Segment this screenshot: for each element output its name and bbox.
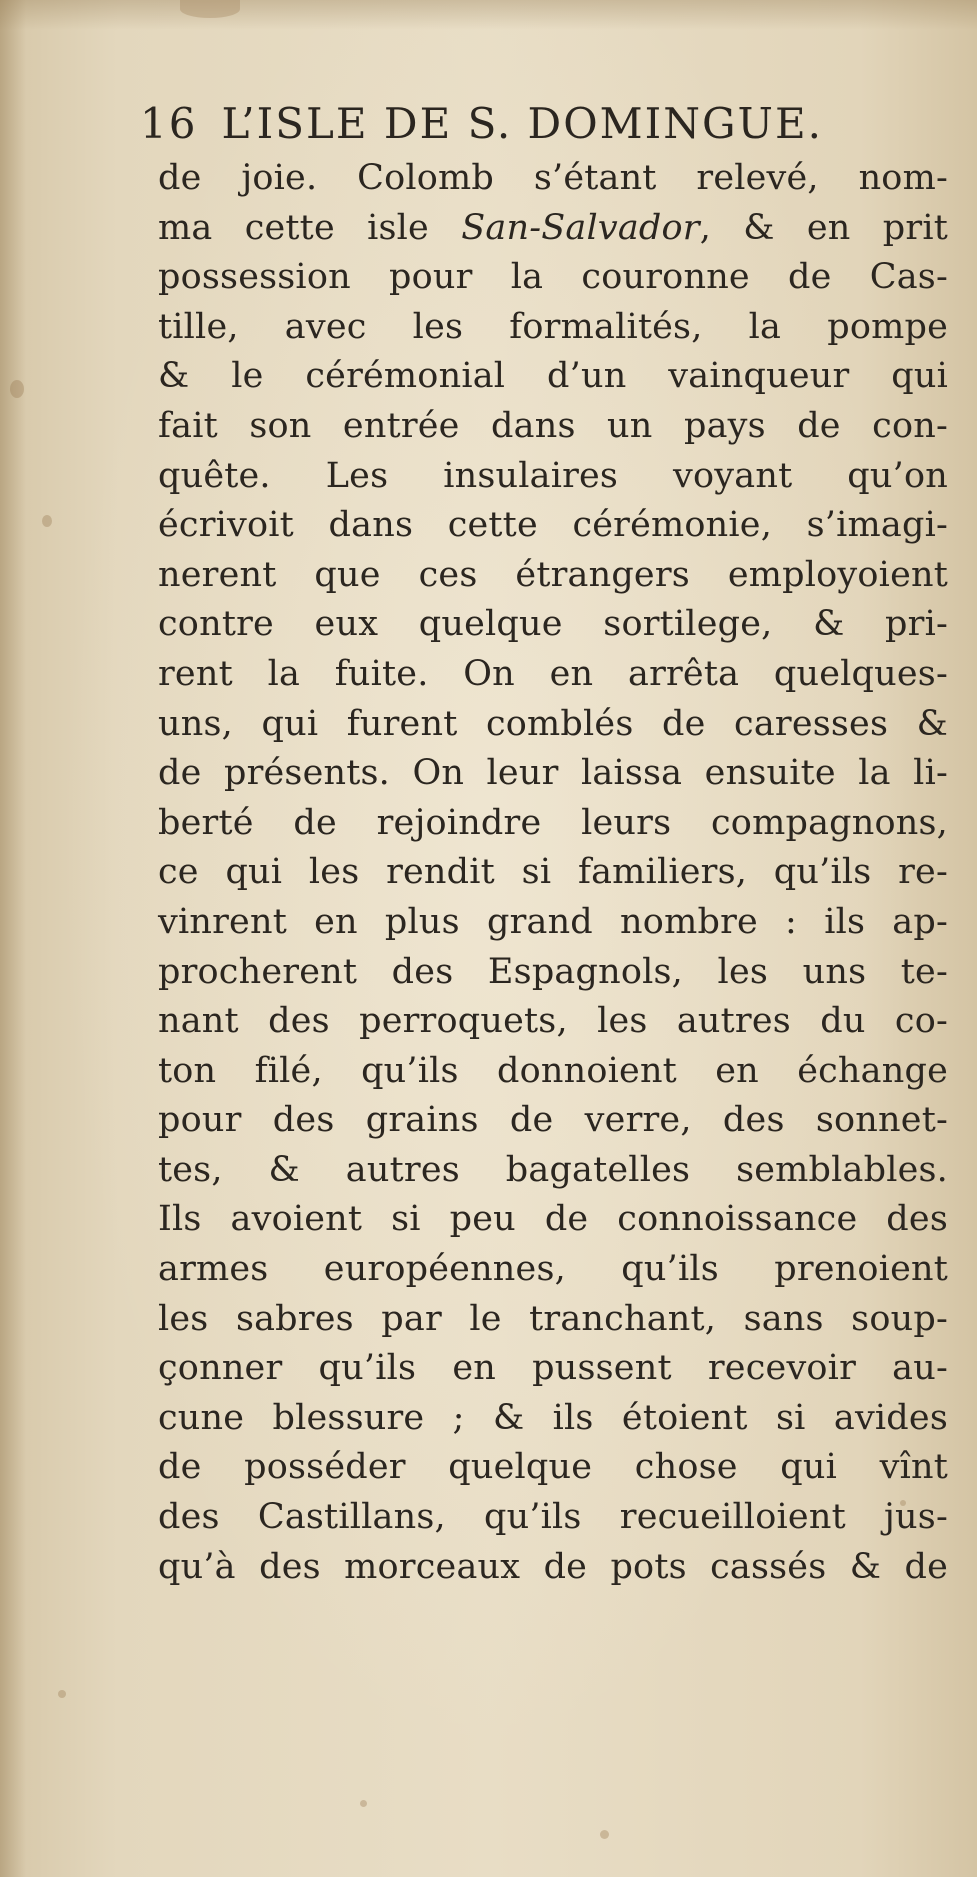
- text-line: berté de rejoindre leurs compagnons,: [158, 802, 948, 843]
- running-title: L’ISLE DE S. DOMINGUE.: [221, 99, 823, 148]
- foxing-spot: [58, 1690, 66, 1698]
- text-line: fait son entrée dans un pays de con-: [158, 405, 948, 446]
- text-line: pour des grains de verre, des sonnet-: [158, 1100, 948, 1141]
- foxing-spot: [600, 1830, 609, 1839]
- text-line: uns, qui furent comblés de caresses &: [158, 703, 948, 744]
- text-line: nant des perroquets, les autres du co-: [158, 1001, 948, 1042]
- text-line: çonner qu’ils en pussent recevoir au-: [158, 1348, 948, 1389]
- text-line: qu’à des morceaux de pots cassés & de: [158, 1546, 948, 1587]
- text-line: ce qui les rendit si familiers, qu’ils re-: [158, 852, 948, 893]
- text-line: armes européennes, qu’ils prenoient: [158, 1249, 948, 1290]
- body-text: [158, 154, 948, 1592]
- italic-place-name: San-Salvador: [461, 207, 700, 248]
- text-line: quête. Les insulaires voyant qu’on: [158, 455, 948, 496]
- text-line: ma cette isle San-Salvador, & en prit: [158, 207, 948, 248]
- page-gutter-shadow: [0, 0, 26, 1877]
- text-line: de posséder quelque chose qui vînt: [158, 1447, 948, 1488]
- text-line: contre eux quelque sortilege, & pri-: [158, 604, 948, 645]
- text-line: nerent que ces étrangers employoient: [158, 554, 948, 595]
- text-block: [140, 94, 948, 1592]
- foxing-spot: [360, 1800, 367, 1807]
- text-line: écrivoit dans cette cérémonie, s’imagi-: [158, 505, 948, 546]
- text-line: rent la fuite. On en arrêta quelques-: [158, 653, 948, 694]
- text-line: possession pour la couronne de Cas-: [158, 257, 948, 298]
- page-top-shadow: [0, 0, 977, 30]
- text-line: de présents. On leur laissa ensuite la li-: [158, 753, 948, 794]
- text-line: cune blessure ; & ils étoient si avides: [158, 1397, 948, 1438]
- text-line: de joie. Colomb s’étant relevé, nom-: [158, 158, 948, 198]
- page-number: 16: [140, 99, 198, 148]
- running-head: [140, 94, 948, 154]
- text-line: vinrent en plus grand nombre : ils ap-: [158, 901, 948, 942]
- text-line: procherent des Espagnols, les uns te-: [158, 951, 948, 992]
- page-stain: [180, 0, 240, 18]
- text-line: tille, avec les formalités, la pompe: [158, 306, 948, 347]
- text-line: des Castillans, qu’ils recueilloient jus-: [158, 1497, 948, 1538]
- text-line: Ils avoient si peu de connoissance des: [158, 1199, 948, 1240]
- foxing-spot: [10, 380, 24, 398]
- text-line: les sabres par le tranchant, sans soup-: [158, 1298, 948, 1339]
- text-line: ton filé, qu’ils donnoient en échange: [158, 1050, 948, 1091]
- text-line: tes, & autres bagatelles semblables.: [158, 1149, 948, 1190]
- foxing-spot: [42, 515, 52, 527]
- text-line: & le cérémonial d’un vainqueur qui: [158, 356, 948, 397]
